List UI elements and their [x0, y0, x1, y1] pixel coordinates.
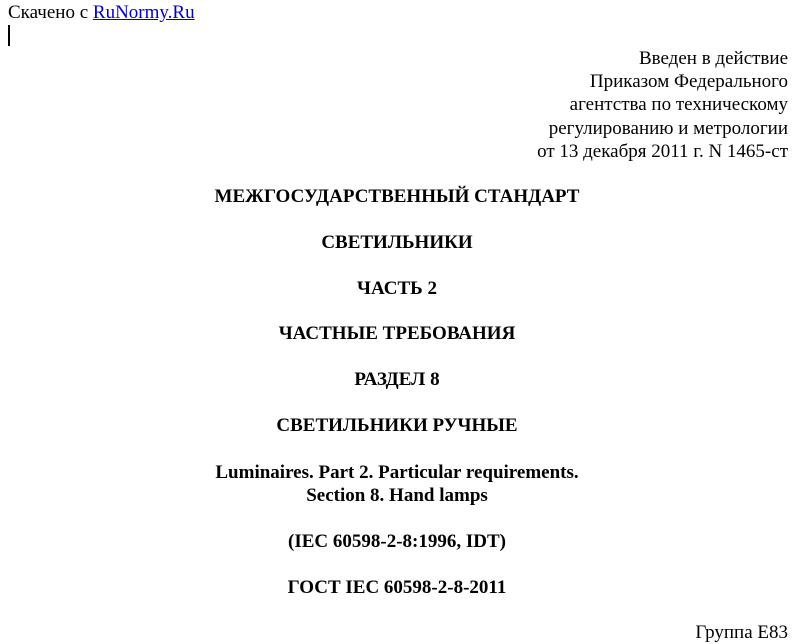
standard-title-heading: СВЕТИЛЬНИКИ [321, 232, 473, 253]
enactment-line: Приказом Федерального [589, 71, 788, 93]
gost-number: ГОСТ IEC 60598-2-8-2011 [287, 577, 507, 598]
enactment-line: Введен в действие [638, 48, 788, 69]
english-title-line-2: Section 8. Hand lamps [306, 485, 488, 506]
iec-reference: (IEC 60598-2-8:1996, IDT) [288, 531, 506, 552]
english-title-line-1: Luminaires. Part 2. Particular requirements. [215, 462, 579, 483]
requirements-heading: ЧАСТНЫЕ ТРЕБОВАНИЯ [278, 323, 516, 344]
subject-heading: СВЕТИЛЬНИКИ РУЧНЫЕ [276, 415, 518, 436]
text-cursor [8, 25, 10, 46]
standard-type-heading: МЕЖГОСУДАРСТВЕННЫЙ СТАНДАРТ [214, 186, 580, 207]
group-label: Группа Е83 [695, 622, 788, 643]
enactment-line: регулированию и метрологии [548, 117, 788, 139]
enactment-line: агентства по техническому [569, 94, 788, 116]
section-heading: РАЗДЕЛ 8 [354, 369, 440, 390]
enactment-line: от 13 декабря 2011 г. N 1465-ст [537, 140, 788, 162]
enactment-block [537, 47, 788, 163]
source-prefix: Скачено с [8, 2, 89, 23]
source-link[interactable]: RuNormy.Ru [92, 2, 195, 23]
source-line [8, 2, 195, 24]
part-heading: ЧАСТЬ 2 [357, 278, 437, 299]
